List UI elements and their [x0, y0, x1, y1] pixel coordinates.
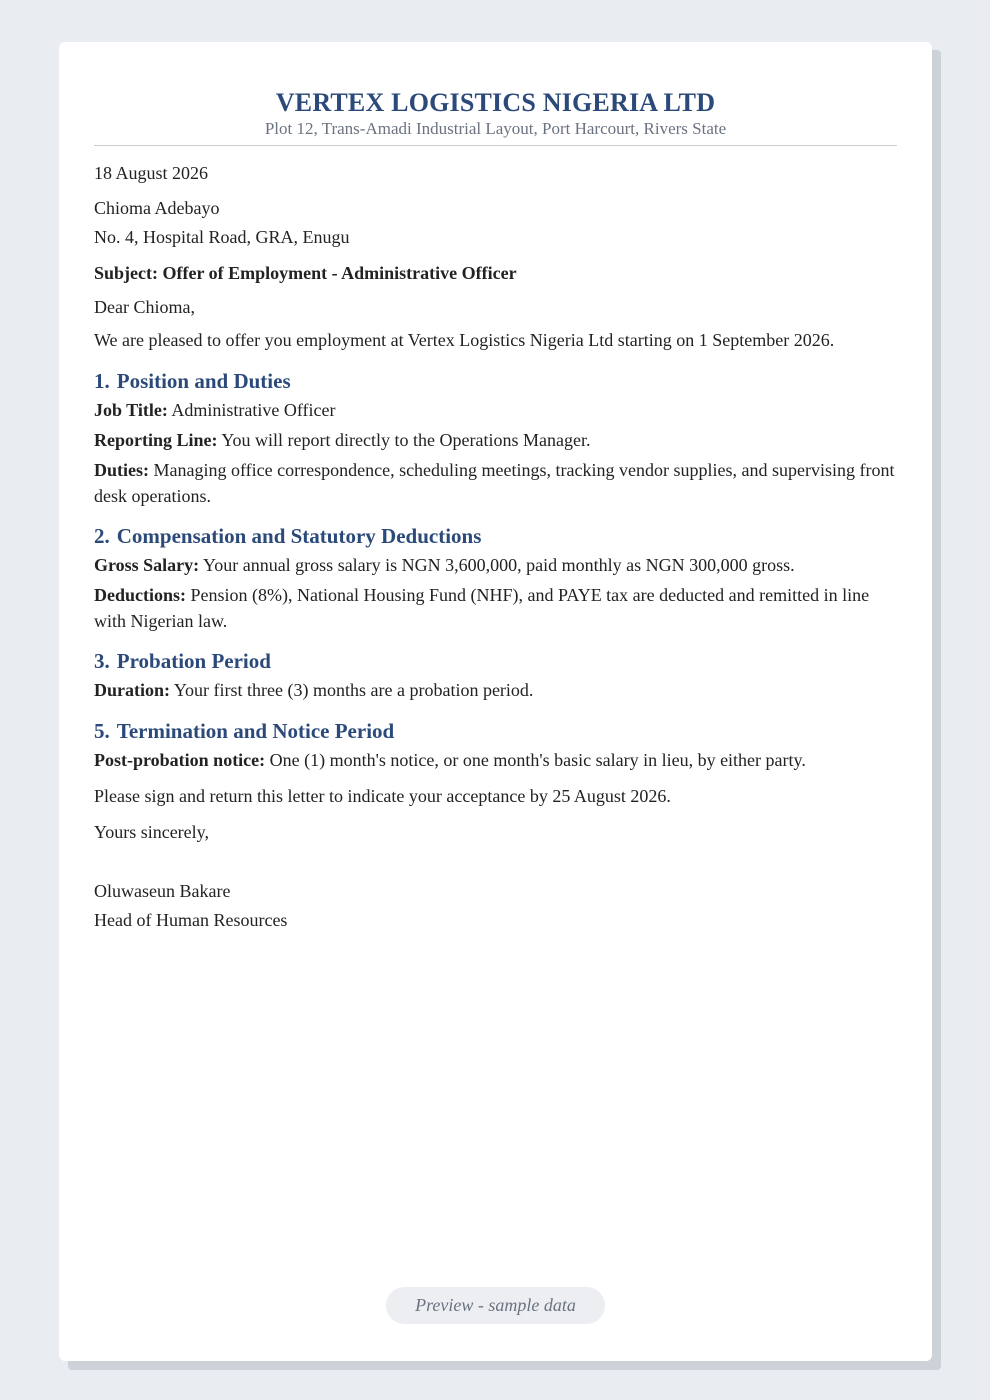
section-title: Compensation and Statutory Deductions [116, 524, 482, 548]
section-compensation [94, 522, 897, 634]
field-duties [94, 457, 897, 509]
field-reporting-line [94, 427, 897, 454]
preview-badge: Preview - sample data [386, 1287, 605, 1324]
field-duration [94, 677, 897, 704]
field-job-title [94, 397, 897, 424]
letter-body [94, 160, 897, 934]
recipient-name: Chioma Adebayo [94, 198, 220, 218]
field-value: Pension (8%), National Housing Fund (NHF), and PAYE tax are deducted and remitted in line with Nigerian law. [94, 585, 870, 631]
field-value: Managing office correspondence, scheduling meetings, tracking vendor supplies, and supervising front desk operations. [94, 460, 895, 506]
letter-date: 18 August 2026 [94, 163, 209, 183]
field-label: Duration: [94, 680, 170, 700]
letter-page [59, 42, 932, 1361]
company-address: Plot 12, Trans-Amadi Industrial Layout, Port Harcourt, Rivers State [264, 119, 727, 138]
section-number: 1. [94, 369, 110, 393]
field-deductions [94, 582, 897, 634]
intro-paragraph: We are pleased to offer you employment at Vertex Logistics Nigeria Ltd starting on 1 September 2026. [94, 330, 835, 350]
section-title: Termination and Notice Period [116, 719, 395, 743]
section-heading [94, 647, 897, 675]
salutation: Dear Chioma, [94, 297, 195, 317]
field-label: Deductions: [94, 585, 187, 605]
field-label: Reporting Line: [94, 430, 218, 450]
section-title: Probation Period [116, 649, 271, 673]
section-heading [94, 367, 897, 395]
field-label: Job Title: [94, 400, 168, 420]
section-probation [94, 647, 897, 704]
company-name: VERTEX LOGISTICS NIGERIA LTD [275, 88, 716, 117]
field-label: Post-probation notice: [94, 750, 266, 770]
letterhead [94, 42, 897, 146]
section-termination [94, 717, 897, 774]
letter-subject: Subject: Offer of Employment - Administrative Officer [94, 263, 517, 283]
section-number: 5. [94, 719, 110, 743]
field-label: Gross Salary: [94, 555, 200, 575]
signatory-title: Head of Human Resources [94, 910, 288, 930]
recipient-address: No. 4, Hospital Road, GRA, Enugu [94, 227, 350, 247]
field-value: You will report directly to the Operations Manager. [221, 430, 591, 450]
field-value: Your first three (3) months are a probation period. [173, 680, 534, 700]
signatory-name: Oluwaseun Bakare [94, 881, 231, 901]
acceptance-instruction: Please sign and return this letter to indicate your acceptance by 25 August 2026. [94, 786, 671, 806]
field-gross-salary [94, 552, 897, 579]
section-number: 2. [94, 524, 110, 548]
field-value: One (1) month's notice, or one month's basic salary in lieu, by either party. [269, 750, 806, 770]
section-position-duties [94, 367, 897, 509]
section-title: Position and Duties [116, 369, 291, 393]
field-label: Duties: [94, 460, 149, 480]
section-heading [94, 522, 897, 550]
valediction: Yours sincerely, [94, 822, 209, 842]
field-value: Your annual gross salary is NGN 3,600,000, paid monthly as NGN 300,000 gross. [203, 555, 795, 575]
field-post-probation-notice [94, 747, 897, 774]
section-number: 3. [94, 649, 110, 673]
field-value: Administrative Officer [171, 400, 336, 420]
section-heading [94, 717, 897, 745]
